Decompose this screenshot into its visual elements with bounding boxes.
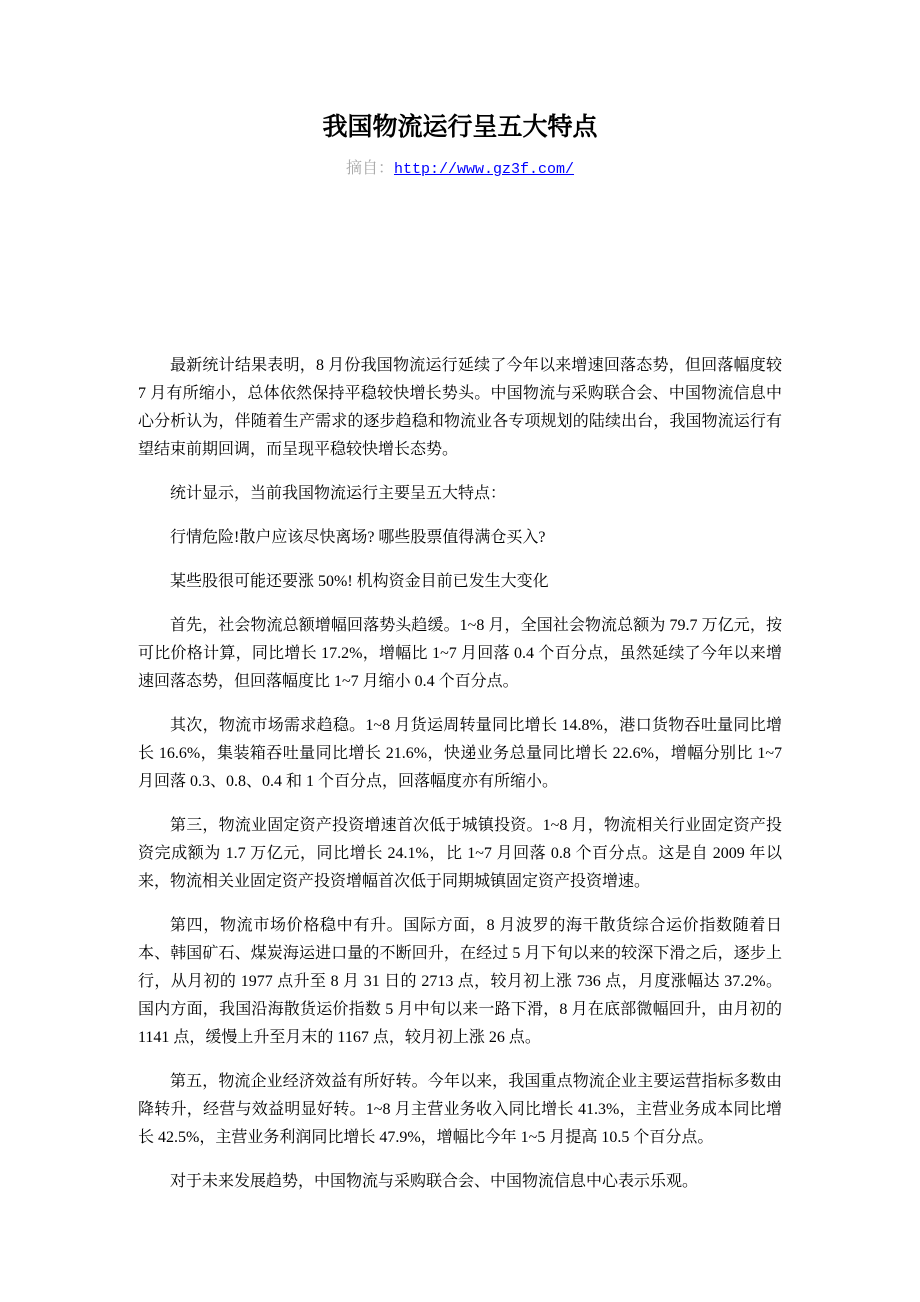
paragraph-point-3: 第三，物流业固定资产投资增速首次低于城镇投资。1~8 月，物流相关行业固定资产投资完成额为 1.7 万亿元，同比增长 24.1%，比 1~7 月回落 0.8 个百分点。这是自 2009 年以来，物流相关业固定资产投资增幅首次低于同期城镇固定资产投资增速。: [138, 817, 782, 890]
paragraph-outlook: 对于未来发展趋势，中国物流与采购联合会、中国物流信息中心表示乐观。: [170, 1173, 699, 1190]
paragraph-intro: 最新统计结果表明，8 月份我国物流运行延续了今年以来增速回落态势，但回落幅度较 7 月有所缩小，总体依然保持平稳较快增长势头。中国物流与采购联合会、中国物流信息中心分析认为，伴随着生产需求的逐步趋稳和物流业各专项规划的陆续出台，我国物流运行有望结束前期回调，而呈现平稳较快增长态势。: [138, 357, 782, 458]
paragraph-point-4: 第四，物流市场价格稳中有升。国际方面，8 月波罗的海干散货综合运价指数随着日本、韩国矿石、煤炭海运进口量的不断回升，在经过 5 月下旬以来的较深下滑之后，逐步上行，从月初的 1977 点升至 8 月 31 日的 2713 点，较月初上涨 736 点，月度涨幅达 37.2%。国内方面，我国沿海散货运价指数 5 月中旬以来一路下滑，8 月在底部微幅回升，由月初的 1141 点，缓慢上升至月末的 1167 点，较月初上涨 26 点。: [138, 917, 782, 1046]
paragraph-ad-line-1: 行情危险!散户应该尽快离场? 哪些股票值得满仓买入?: [170, 529, 546, 546]
source-prefix: 摘自：: [345, 160, 394, 177]
paragraph-point-5: 第五，物流企业经济效益有所好转。今年以来，我国重点物流企业主要运营指标多数由降转升，经营与效益明显好转。1~8 月主营业务收入同比增长 41.3%，主营业务成本同比增长 42.5%，主营业务利润同比增长 47.9%，增幅比今年 1~5 月提高 10.5 个百分点。: [138, 1073, 782, 1146]
paragraph-point-1: 首先，社会物流总额增幅回落势头趋缓。1~8 月，全国社会物流总额为 79.7 万亿元，按可比价格计算，同比增长 17.2%，增幅比 1~7 月回落 0.4 个百分点，虽然延续了今年以来增速回落态势，但回落幅度比 1~7 月缩小 0.4 个百分点。: [138, 617, 782, 690]
source-link[interactable]: http://www.gz3f.com/: [393, 161, 575, 178]
paragraph-point-2: 其次，物流市场需求趋稳。1~8 月货运周转量同比增长 14.8%，港口货物吞吐量同比增长 16.6%，集装箱吞吐量同比增长 21.6%，快递业务总量同比增长 22.6%，增幅分别比 1~7 月回落 0.3、0.8、0.4 和 1 个百分点，回落幅度亦有所缩小。: [138, 717, 782, 790]
paragraph-stats-lead: 统计显示，当前我国物流运行主要呈五大特点：: [170, 485, 507, 502]
source-line: [138, 158, 782, 180]
paragraph-ad-line-2: 某些股很可能还要涨 50%! 机构资金目前已发生大变化: [170, 573, 549, 590]
page-title: 我国物流运行呈五大特点: [322, 114, 598, 141]
blank-spacer: [138, 180, 782, 352]
